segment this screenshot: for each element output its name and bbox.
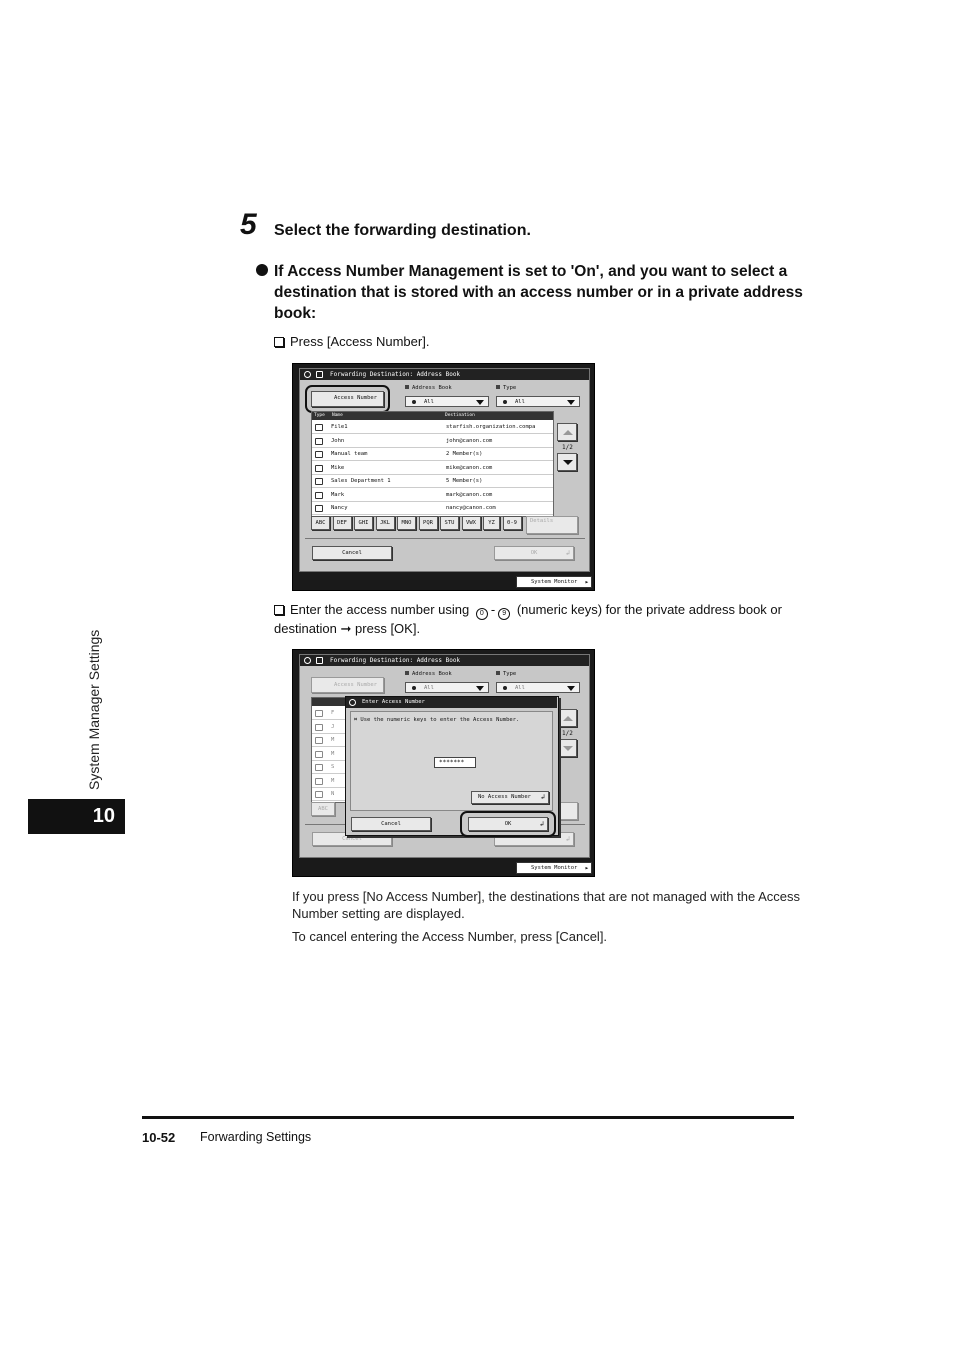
dialog-message-text: Use the numeric keys to enter the Access Number. xyxy=(360,717,520,723)
arrow-icon: ➞ xyxy=(340,621,352,636)
destination-icon xyxy=(315,778,323,785)
list-item[interactable] xyxy=(312,421,553,434)
screen-address-book xyxy=(292,363,595,591)
screen-title-text: Forwarding Destination: Address Book xyxy=(330,371,461,378)
access-number-button[interactable]: Access Number xyxy=(311,677,384,693)
screen-panel xyxy=(299,654,590,858)
address-book-label: Address Book xyxy=(405,671,452,677)
destination-icon xyxy=(315,737,323,744)
list-item[interactable] xyxy=(312,502,553,515)
checkbox-icon xyxy=(274,337,284,347)
divider xyxy=(305,538,585,539)
mail-icon xyxy=(315,438,323,445)
note-cancel: To cancel entering the Access Number, press [Cancel]. xyxy=(292,929,608,944)
alpha-tab-jkl[interactable]: JKL xyxy=(376,516,395,530)
address-book-select[interactable]: All xyxy=(405,396,489,407)
checkbox-icon xyxy=(274,605,284,615)
mail-icon xyxy=(315,465,323,472)
enter-access-number-dialog xyxy=(345,696,559,836)
instruction-text: Press [Access Number]. xyxy=(290,334,430,349)
numeric-key-9-icon: 9 xyxy=(498,608,510,620)
row-name: File1 xyxy=(331,424,348,430)
row-destination: mark@canon.com xyxy=(446,491,493,498)
alpha-tab-stu[interactable]: STU xyxy=(440,516,459,530)
row-name: M xyxy=(331,750,335,757)
row-destination: john@canon.com xyxy=(446,437,493,444)
step-number: 5 xyxy=(240,208,257,241)
row-name: M xyxy=(331,777,335,784)
instruction-enter-access-number xyxy=(274,601,794,638)
instruction-text: press [OK]. xyxy=(355,621,421,636)
list-header xyxy=(312,412,553,420)
alpha-tab-yz[interactable]: YZ xyxy=(483,516,500,530)
address-book-select[interactable]: All xyxy=(405,682,489,693)
system-monitor-button[interactable]: System Monitor ▸ xyxy=(516,576,592,588)
list-item[interactable] xyxy=(312,475,553,488)
destination-icon xyxy=(315,764,323,771)
step-title: Select the forwarding destination. xyxy=(274,222,531,239)
screen-panel xyxy=(299,368,590,572)
row-name: Mike xyxy=(331,464,345,471)
list-item[interactable] xyxy=(312,489,553,502)
destination-icon xyxy=(315,791,323,798)
bullet-text: If Access Number Management is set to 'On', and you want to select a destination that is stored with an access number or in a private address book: xyxy=(274,263,803,322)
alpha-tab-def[interactable]: DEF xyxy=(333,516,352,530)
row-name: John xyxy=(331,437,345,444)
scroll-down-button[interactable] xyxy=(557,739,577,757)
destination-icon xyxy=(315,724,323,731)
page-indicator: 1/2 xyxy=(562,444,573,451)
row-name: Sales Department 1 xyxy=(331,478,391,484)
destination-icon xyxy=(315,751,323,758)
group-icon xyxy=(315,478,323,485)
key-separator: - xyxy=(490,602,496,617)
row-destination: mike@canon.com xyxy=(446,464,493,471)
numeric-key-0-icon: 0 xyxy=(476,608,488,620)
address-book-label: Address Book xyxy=(405,385,452,391)
footer-section: Forwarding Settings xyxy=(200,1130,312,1144)
access-number-label: Access Number xyxy=(333,395,377,401)
row-name: M xyxy=(331,737,335,743)
row-name: J xyxy=(331,723,335,730)
row-name: F xyxy=(331,710,335,716)
row-destination: 2 Member(s) xyxy=(446,451,483,457)
ifax-icon xyxy=(315,492,323,499)
alpha-tab-abc[interactable]: ABC xyxy=(311,802,335,816)
row-destination: nancy@canon.com xyxy=(446,505,496,511)
alpha-tab-abc[interactable]: ABC xyxy=(311,516,330,530)
ifax-icon xyxy=(315,505,323,512)
copy-icon xyxy=(304,371,311,378)
no-access-number-button[interactable]: No Access Number ↲ xyxy=(471,791,549,804)
alpha-tab-pqr[interactable]: PQR xyxy=(419,516,438,530)
row-name: Nancy xyxy=(331,505,348,511)
dialog-body xyxy=(350,711,553,811)
col-destination: Destination xyxy=(445,413,475,418)
row-destination: 5 Member(s) xyxy=(446,478,483,484)
dialog-cancel-button[interactable]: Cancel xyxy=(351,817,431,831)
alpha-tab-0-9[interactable]: 0-9 xyxy=(503,516,522,530)
row-destination: starfish.organization.compa xyxy=(446,424,536,430)
list-item[interactable] xyxy=(312,462,553,475)
type-select[interactable]: All xyxy=(496,682,580,693)
details-button[interactable] xyxy=(556,802,578,820)
details-button[interactable]: Details xyxy=(526,516,578,534)
system-monitor-button[interactable]: System Monitor ▸ xyxy=(516,862,592,874)
instruction-text: Enter the access number using xyxy=(290,602,470,617)
screen-enter-access-number xyxy=(292,649,595,877)
dialog-title xyxy=(346,697,557,708)
file-icon xyxy=(315,424,323,431)
alpha-tab-ghi[interactable]: GHI xyxy=(354,516,373,530)
scroll-up-button[interactable] xyxy=(557,423,577,441)
chapter-tab: 10 xyxy=(28,799,125,834)
destination-icon xyxy=(315,710,323,717)
note-no-access-number: If you press [No Access Number], the destinations that are not managed with the Access Number setting are displayed. xyxy=(292,889,800,921)
instruction-text: (numeric keys) for the private address book or destination xyxy=(274,602,782,636)
scroll-down-button[interactable] xyxy=(557,453,577,471)
row-name: Mark xyxy=(331,491,345,498)
page-number: 10-52 xyxy=(142,1130,176,1145)
forward-icon xyxy=(316,657,323,664)
group-icon xyxy=(315,451,323,458)
row-name: S xyxy=(331,764,335,770)
side-section-title: System Manager Settings xyxy=(86,629,102,790)
list-item[interactable] xyxy=(312,448,553,461)
dialog-message xyxy=(354,717,519,724)
screen-title xyxy=(300,655,589,666)
list-item[interactable] xyxy=(312,435,553,448)
alpha-tab-mno[interactable]: MNO xyxy=(397,516,416,530)
screen-title-text: Forwarding Destination: Address Book xyxy=(330,657,461,664)
bullet-icon xyxy=(256,264,268,276)
dialog-ok-button[interactable]: OK ↲ xyxy=(468,817,548,831)
access-number-field[interactable]: ******* xyxy=(434,757,476,768)
cancel-button[interactable]: Cancel xyxy=(312,546,392,560)
col-name: Name xyxy=(332,413,343,418)
destination-list xyxy=(311,411,554,517)
copy-icon xyxy=(304,657,311,664)
alpha-tab-vwx[interactable]: VWX xyxy=(462,516,481,530)
ok-button[interactable]: OK ↲ xyxy=(494,546,574,560)
type-select[interactable]: All xyxy=(496,396,580,407)
forward-icon xyxy=(316,371,323,378)
page-indicator: 1/2 xyxy=(562,730,573,737)
type-label: Type xyxy=(496,385,516,391)
alpha-tabs xyxy=(311,516,526,532)
row-name: N xyxy=(331,791,335,797)
bg-cancel-button[interactable]: Cancel xyxy=(312,832,392,846)
screen-title xyxy=(300,369,589,380)
access-number-button[interactable] xyxy=(311,391,384,407)
instruction-press-access-number xyxy=(274,333,429,351)
footer-rule xyxy=(142,1116,794,1119)
copy-icon xyxy=(349,699,356,706)
type-label: Type xyxy=(496,671,516,677)
row-name: Manual team xyxy=(331,451,368,457)
dialog-title-text: Enter Access Number xyxy=(362,699,425,705)
scroll-up-button[interactable] xyxy=(557,709,577,727)
keypad-icon: ⌗ xyxy=(354,717,358,723)
col-type: Type xyxy=(314,413,325,418)
